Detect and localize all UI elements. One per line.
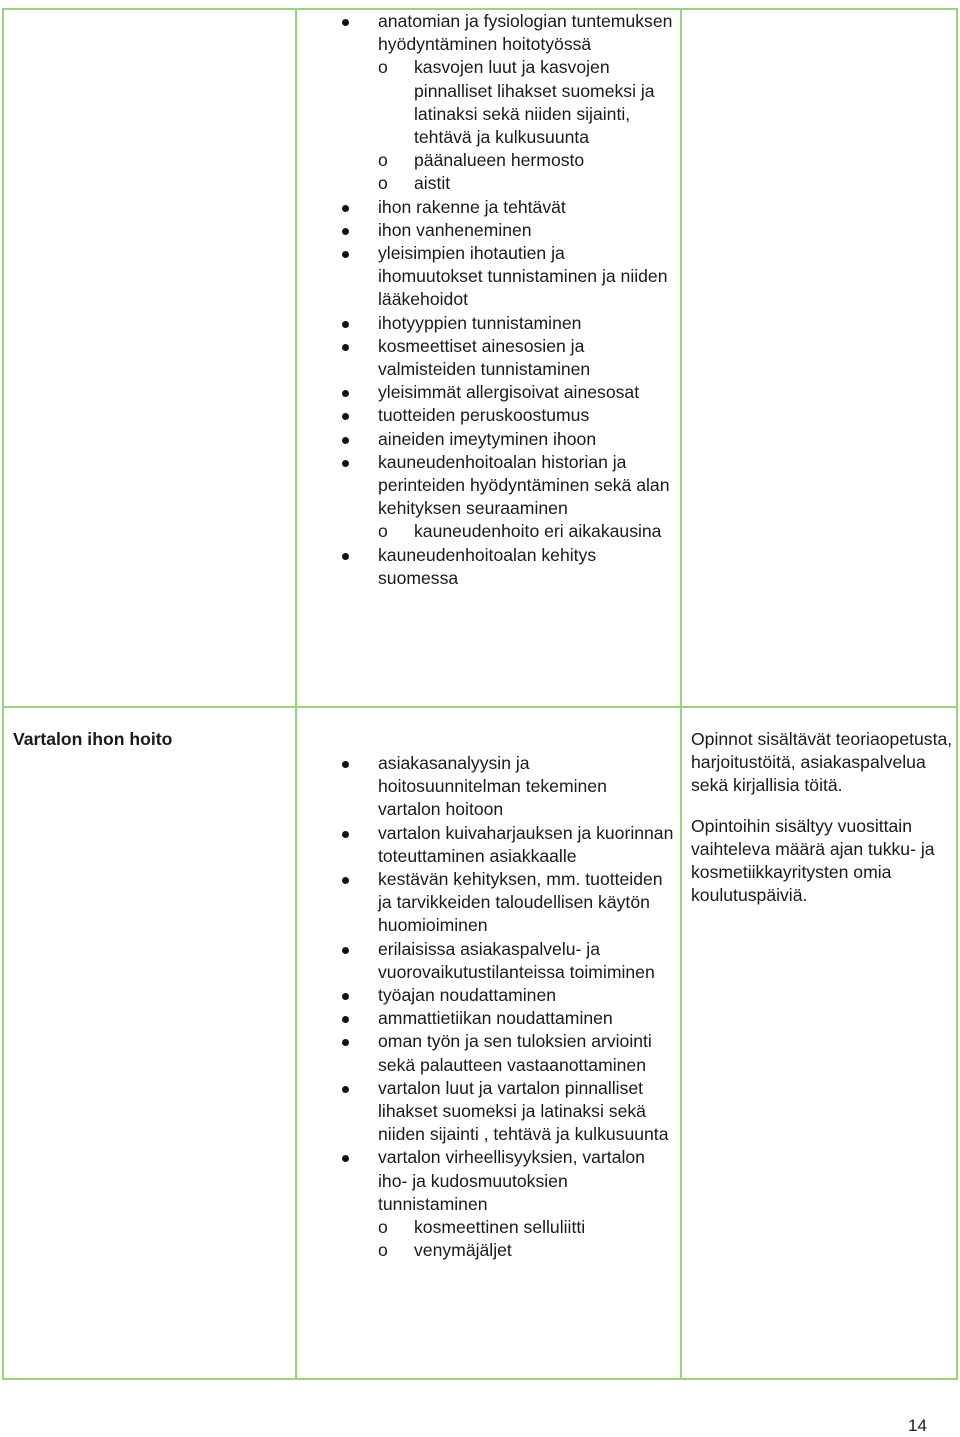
sub-list-item bbox=[334, 172, 674, 195]
list-item bbox=[334, 381, 674, 404]
list-item-text: kauneudenhoitoalan kehitys suomessa bbox=[378, 544, 597, 588]
list-item bbox=[334, 219, 674, 242]
sub-list bbox=[334, 1216, 674, 1262]
section1-list bbox=[334, 10, 674, 590]
sub-bullet-marker: o bbox=[378, 1217, 388, 1238]
list-item-text: oman työn ja sen tuloksien arviointi sekä palautteen vastaanottaminen bbox=[378, 1031, 652, 1075]
table-rule bbox=[2, 1378, 958, 1380]
sub-bullet-marker: o bbox=[378, 1240, 388, 1261]
list-item bbox=[334, 752, 674, 822]
table-rule bbox=[2, 706, 958, 708]
list-item-text: vartalon virheellisyyksien, vartalon iho- ja kudosmuutoksien tunnistaminen bbox=[378, 1147, 645, 1214]
list-item-text: työajan noudattaminen bbox=[378, 985, 557, 1006]
list-item bbox=[334, 242, 674, 312]
list-item bbox=[334, 196, 674, 219]
list-item bbox=[334, 868, 674, 938]
list-item-text: yleisimpien ihotautien ja ihomuutokset tunnistaminen ja niiden lääkehoidot bbox=[378, 243, 668, 310]
sub-list-item-text: kasvojen luut ja kasvojen pinnalliset lihakset suomeksi ja latinaksi sekä niiden sijainti, tehtävä ja kulkusuunta bbox=[414, 57, 655, 148]
list-item-text: aineiden imeytyminen ihoon bbox=[378, 428, 597, 449]
section1-content bbox=[334, 10, 674, 590]
sub-list-item-text: kosmeettinen selluliitti bbox=[414, 1217, 586, 1238]
list-item-text: kauneudenhoitoalan historian ja perinteiden hyödyntäminen sekä alan kehityksen seuraaminen bbox=[378, 451, 670, 519]
list-item bbox=[334, 1007, 674, 1030]
sub-bullet-marker: o bbox=[378, 173, 388, 194]
list-item-text: vartalon kuivaharjauksen ja kuorinnan toteuttaminen asiakkaalle bbox=[378, 822, 674, 866]
section2-list bbox=[334, 752, 674, 1262]
sub-list-item-text: päänalueen hermosto bbox=[414, 150, 585, 171]
list-item-text: asiakasanalyysin ja hoitosuunnitelman tekeminen vartalon hoitoon bbox=[378, 753, 607, 820]
list-item bbox=[334, 312, 674, 335]
table-rule bbox=[680, 8, 682, 1380]
list-item-text: kosmeettiset ainesosien ja valmisteiden tunnistaminen bbox=[378, 335, 591, 380]
list-item-text: tuotteiden peruskoostumus bbox=[378, 405, 590, 426]
section2-notes bbox=[691, 728, 953, 924]
list-item-text: erilaisissa asiakaspalvelu- ja vuorovaikutustilanteissa toimiminen bbox=[378, 938, 655, 982]
sub-list-item-text: kauneudenhoito eri aikakausina bbox=[414, 521, 662, 542]
table-rule bbox=[295, 8, 297, 1380]
table-rule bbox=[2, 8, 4, 1380]
list-item bbox=[334, 822, 674, 868]
section2-label: Vartalon ihon hoito bbox=[13, 729, 173, 749]
list-item bbox=[334, 984, 674, 1007]
sub-list-item-text: venymäjäljet bbox=[414, 1240, 512, 1261]
list-item bbox=[334, 335, 674, 381]
list-item bbox=[334, 1077, 674, 1147]
sub-list-item bbox=[334, 1239, 674, 1262]
sub-list-item bbox=[334, 56, 674, 149]
sub-list bbox=[334, 520, 674, 543]
list-item-text: ammattietiikan noudattaminen bbox=[378, 1008, 613, 1029]
list-item bbox=[334, 451, 674, 544]
page-number: 14 bbox=[908, 1416, 927, 1435]
list-item-text: ihon vanheneminen bbox=[378, 219, 532, 240]
list-item-text: ihon rakenne ja tehtävät bbox=[378, 196, 566, 217]
list-item-text: kestävän kehityksen, mm. tuotteiden ja tarvikkeiden taloudellisen käytön huomioiminen bbox=[378, 869, 663, 936]
note-paragraph: Opintoihin sisältyy vuosittain vaihteleva määrä ajan tukku- ja kosmetiikkayritysten omia koulutuspäiviä. bbox=[691, 815, 935, 906]
list-item bbox=[334, 1146, 674, 1262]
section2-content bbox=[334, 752, 674, 1262]
list-item-text: yleisimmät allergisoivat ainesosat bbox=[378, 382, 640, 403]
note-paragraph: Opinnot sisältävät teoriaopetusta, harjoitustöitä, asiakaspalvelua sekä kirjallisia töitä. bbox=[691, 729, 953, 796]
sub-list-item bbox=[334, 149, 674, 172]
sub-bullet-marker: o bbox=[378, 57, 388, 78]
list-item bbox=[334, 10, 674, 196]
list-item-text: ihotyyppien tunnistaminen bbox=[378, 312, 582, 333]
list-item bbox=[334, 428, 674, 451]
sub-bullet-marker: o bbox=[378, 521, 388, 542]
sub-list-item bbox=[334, 1216, 674, 1239]
sub-list bbox=[334, 56, 674, 195]
list-item bbox=[334, 1030, 674, 1076]
sub-list-item bbox=[334, 520, 674, 543]
list-item bbox=[334, 938, 674, 984]
list-item-text: vartalon luut ja vartalon pinnalliset lihakset suomeksi ja latinaksi sekä niiden sijainti , tehtävä ja kulkusuunta bbox=[378, 1077, 669, 1145]
sub-list-item-text: aistit bbox=[414, 173, 451, 194]
table-rule bbox=[956, 8, 958, 1380]
list-item bbox=[334, 404, 674, 427]
list-item bbox=[334, 544, 674, 590]
list-item-text: anatomian ja fysiologian tuntemuksen hyödyntäminen hoitotyössä bbox=[378, 11, 673, 55]
sub-bullet-marker: o bbox=[378, 150, 388, 171]
